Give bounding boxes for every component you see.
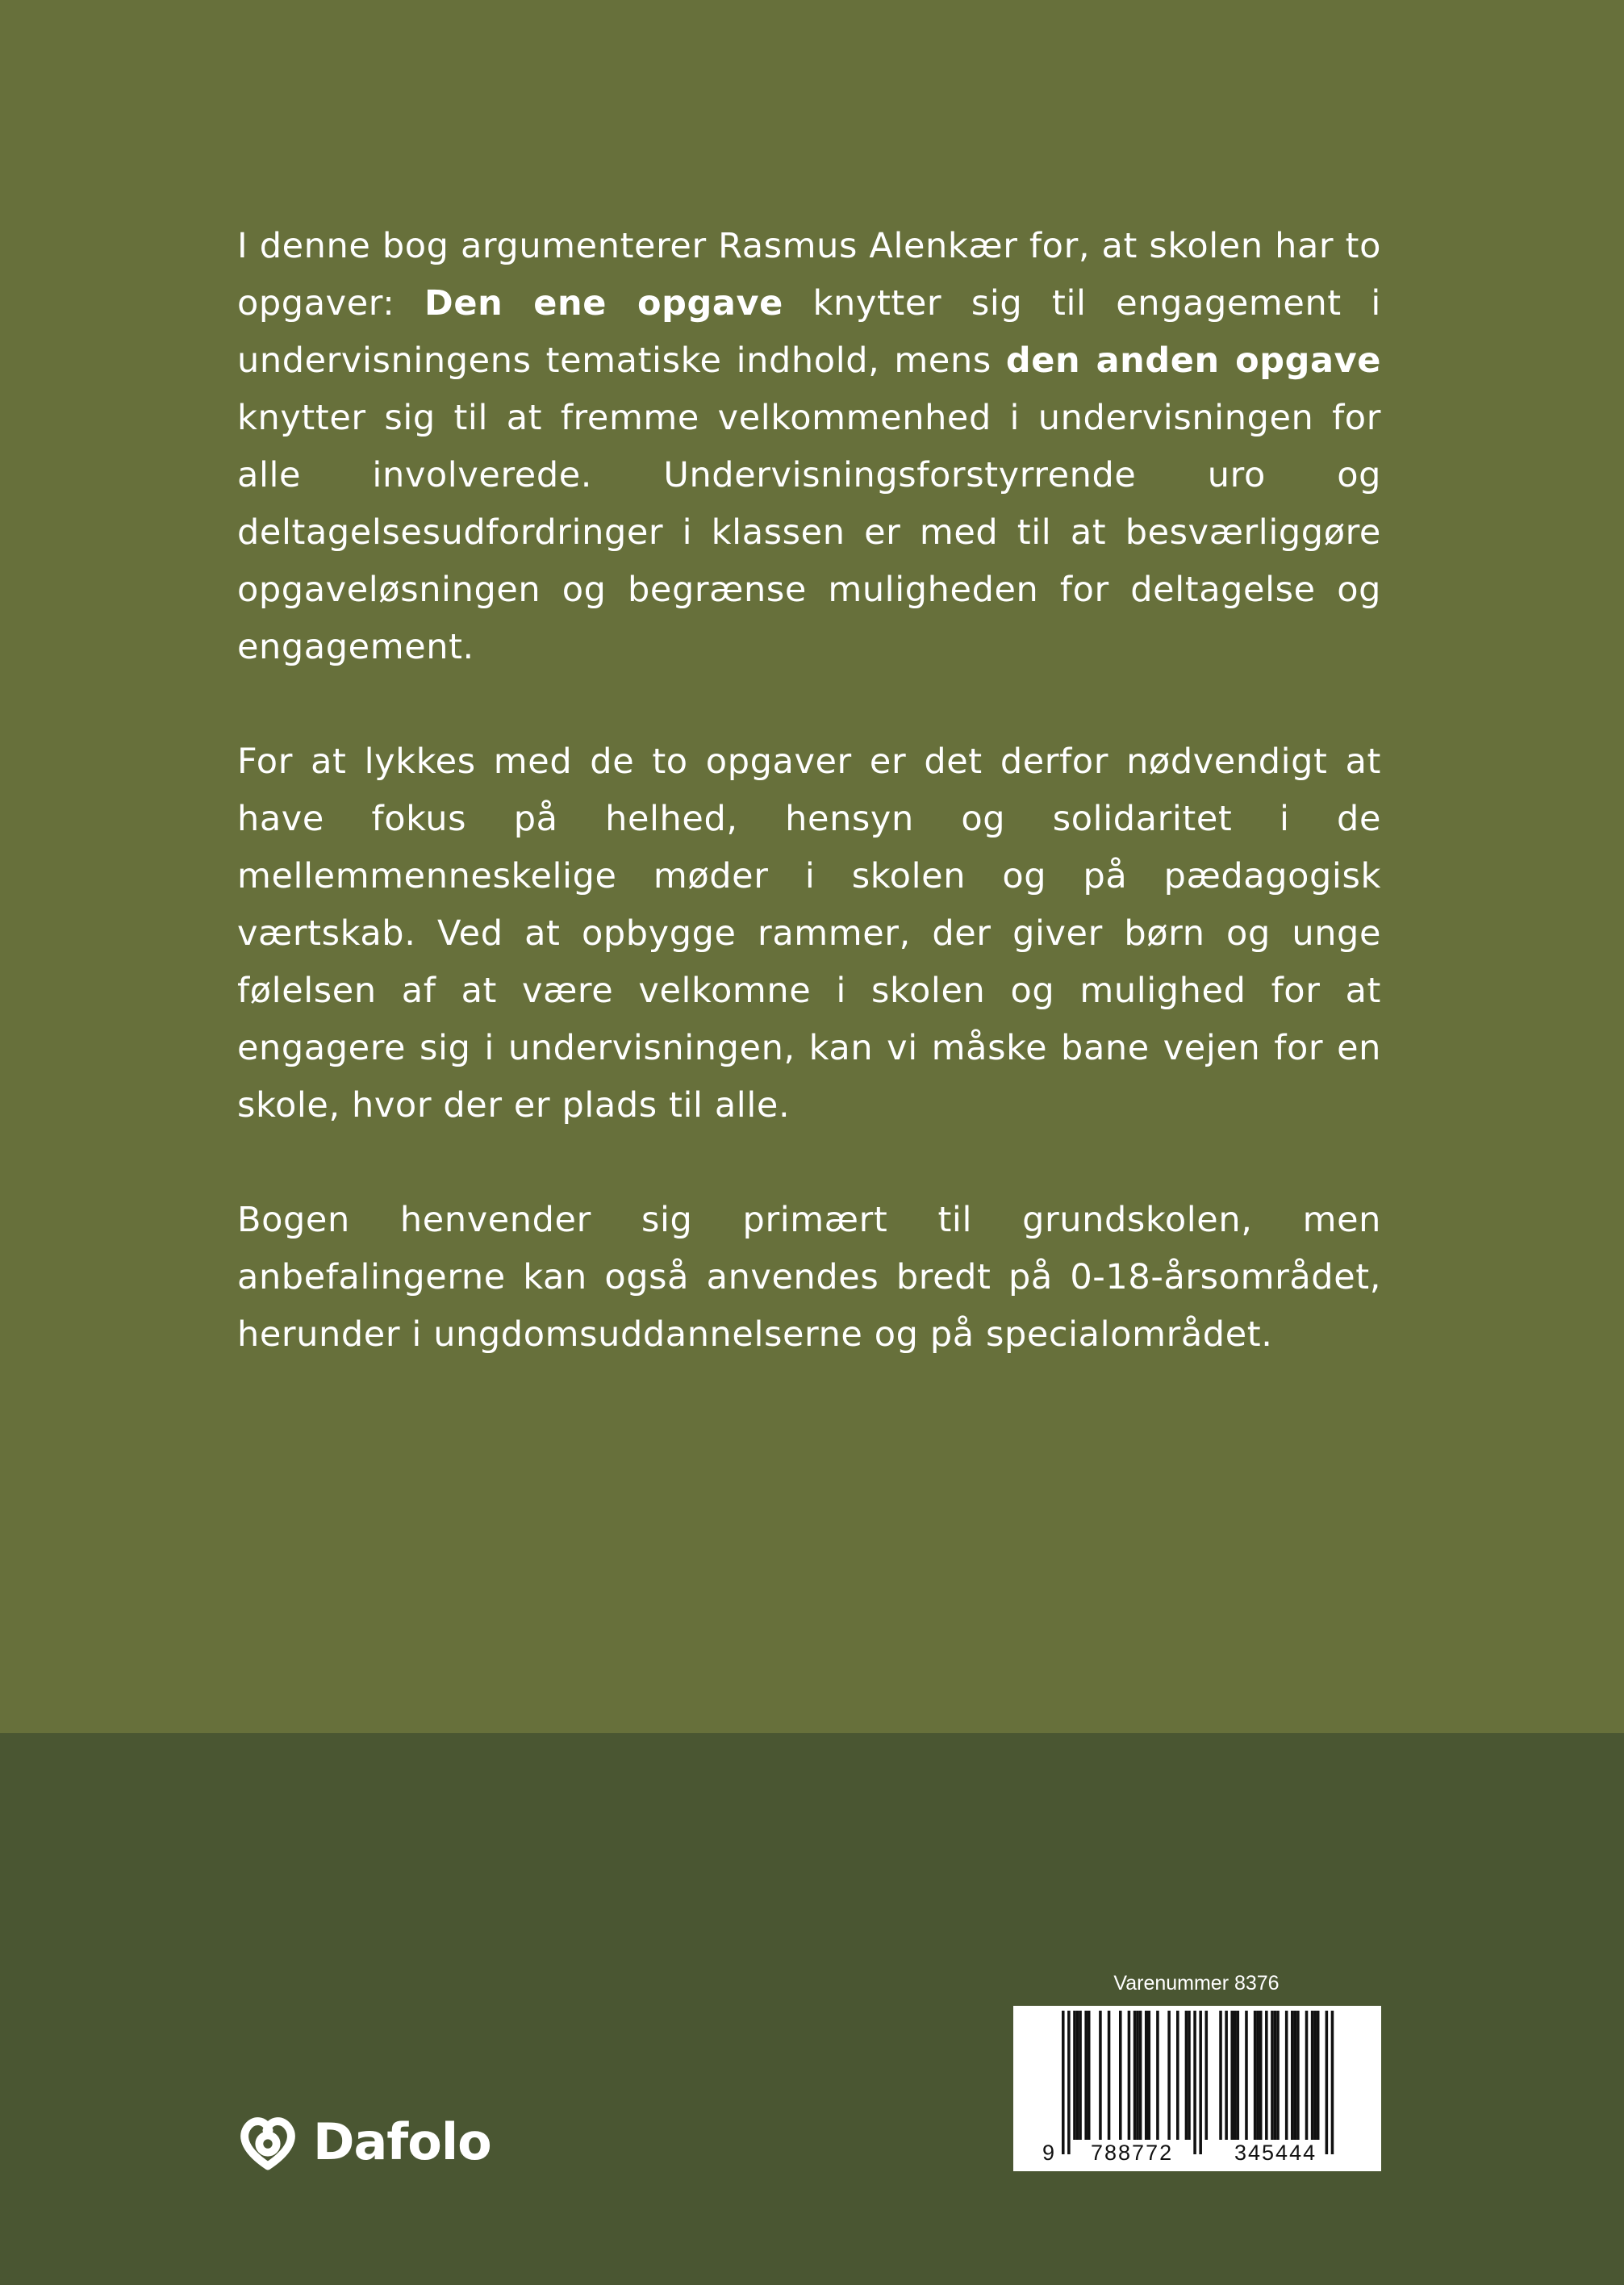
back-cover-blurb bbox=[237, 218, 1381, 1364]
barcode-bar bbox=[1305, 2011, 1309, 2140]
barcode-bar bbox=[1230, 2011, 1234, 2140]
barcode-bar bbox=[1084, 2011, 1088, 2140]
barcode-bar bbox=[1167, 2011, 1171, 2140]
barcode-bar bbox=[1108, 2011, 1111, 2140]
barcode-guard-bar bbox=[1326, 2011, 1329, 2154]
barcode-bar bbox=[1136, 2011, 1139, 2140]
barcode-bar bbox=[1156, 2011, 1159, 2140]
barcode-bar bbox=[1076, 2011, 1079, 2140]
barcode-first-digit: 9 bbox=[1042, 2141, 1055, 2165]
barcode-bar bbox=[1139, 2011, 1142, 2140]
barcode-bar bbox=[1265, 2011, 1268, 2140]
barcode-bar bbox=[1237, 2011, 1240, 2140]
barcode-bar bbox=[1274, 2011, 1277, 2140]
barcode-bar bbox=[1291, 2011, 1294, 2140]
barcode-bar bbox=[1128, 2011, 1131, 2140]
barcode-bar bbox=[1073, 2011, 1076, 2140]
blurb-text: knytter sig til at fremme velkommenhed i undervisningen for alle involverede. Undervisningsforstyrrende uro og deltagelsesudfordringer i klassen er med til at besværliggøre opgaveløsningen og begrænse muligheden for deltagelse og engagement. bbox=[237, 398, 1381, 667]
barcode-bar bbox=[1148, 2011, 1151, 2140]
barcode-guard-bar bbox=[1062, 2011, 1065, 2154]
barcode-bar bbox=[1188, 2011, 1191, 2140]
isbn-barcode bbox=[1013, 2006, 1381, 2171]
barcode-bar bbox=[1088, 2011, 1091, 2140]
barcode-bar bbox=[1276, 2011, 1280, 2140]
publisher-logo bbox=[237, 2109, 491, 2174]
barcode-bar bbox=[1259, 2011, 1263, 2140]
barcode-bar bbox=[1285, 2011, 1288, 2140]
barcode-bar bbox=[1256, 2011, 1259, 2140]
barcode-bar bbox=[1245, 2011, 1248, 2140]
barcode-bar bbox=[1079, 2011, 1082, 2140]
barcode-bar bbox=[1317, 2011, 1320, 2140]
blurb-emphasis: den anden opgave bbox=[1005, 340, 1381, 381]
barcode-bar bbox=[1119, 2011, 1122, 2140]
barcode-bar bbox=[1234, 2011, 1237, 2140]
barcode-number bbox=[1013, 2139, 1381, 2168]
barcode-bar bbox=[1133, 2011, 1137, 2140]
barcode-bar bbox=[1205, 2011, 1209, 2140]
barcode-guard-bar bbox=[1331, 2011, 1334, 2154]
barcode-right-digits: 345444 bbox=[1234, 2141, 1317, 2165]
barcode-bar bbox=[1254, 2011, 1257, 2140]
barcode-bar bbox=[1294, 2011, 1297, 2140]
dafolo-knot-icon bbox=[237, 2111, 298, 2172]
blurb-paragraph-1 bbox=[237, 218, 1381, 676]
barcode-bar bbox=[1145, 2011, 1148, 2140]
publisher-name: Dafolo bbox=[313, 2112, 491, 2171]
blurb-text: knytter sig til engagement i undervisningens tematiske indhold, mens bbox=[237, 283, 1381, 381]
barcode-bar bbox=[1099, 2011, 1102, 2140]
barcode-bar bbox=[1296, 2011, 1300, 2140]
barcode-bar bbox=[1176, 2011, 1179, 2140]
barcode-bar bbox=[1219, 2011, 1222, 2140]
barcode-bar bbox=[1313, 2011, 1317, 2140]
barcode-guard-bar bbox=[1193, 2011, 1196, 2154]
barcode-guard-bar bbox=[1067, 2011, 1071, 2154]
blurb-paragraph-2: For at lykkes med de to opgaver er det derfor nødvendigt at have fokus på helhed, hensyn og solidaritet i de mellemmenneskelige møder i skolen og på pædagogisk værtskab. Ved at opbygge rammer, der giver børn og unge følelsen af at være velkomne i skolen og mulighed for at engagere sig i undervisningen, kan vi måske bane vejen for en skole, hvor der er plads til alle. bbox=[237, 741, 1381, 1126]
barcode-bar bbox=[1311, 2011, 1314, 2140]
barcode-bar bbox=[1225, 2011, 1228, 2140]
barcode-guard-bar bbox=[1199, 2011, 1202, 2154]
barcode-bar bbox=[1185, 2011, 1188, 2140]
barcode-left-digits: 788772 bbox=[1091, 2141, 1174, 2165]
barcode-bar bbox=[1271, 2011, 1274, 2140]
blurb-emphasis: Den ene opgave bbox=[424, 283, 783, 324]
blurb-paragraph-3: Bogen henvender sig primært til grundskolen, men anbefalingerne kan også anvendes bredt på 0-18-årsområdet, herunder i ungdomsuddannelserne og på specialområdet. bbox=[237, 1200, 1381, 1355]
item-number: Varenummer 8376 bbox=[1113, 1972, 1280, 1995]
blurb-text: I denne bog argumenterer Rasmus Alenkær for, at skolen har to opgaver: bbox=[237, 226, 1381, 324]
